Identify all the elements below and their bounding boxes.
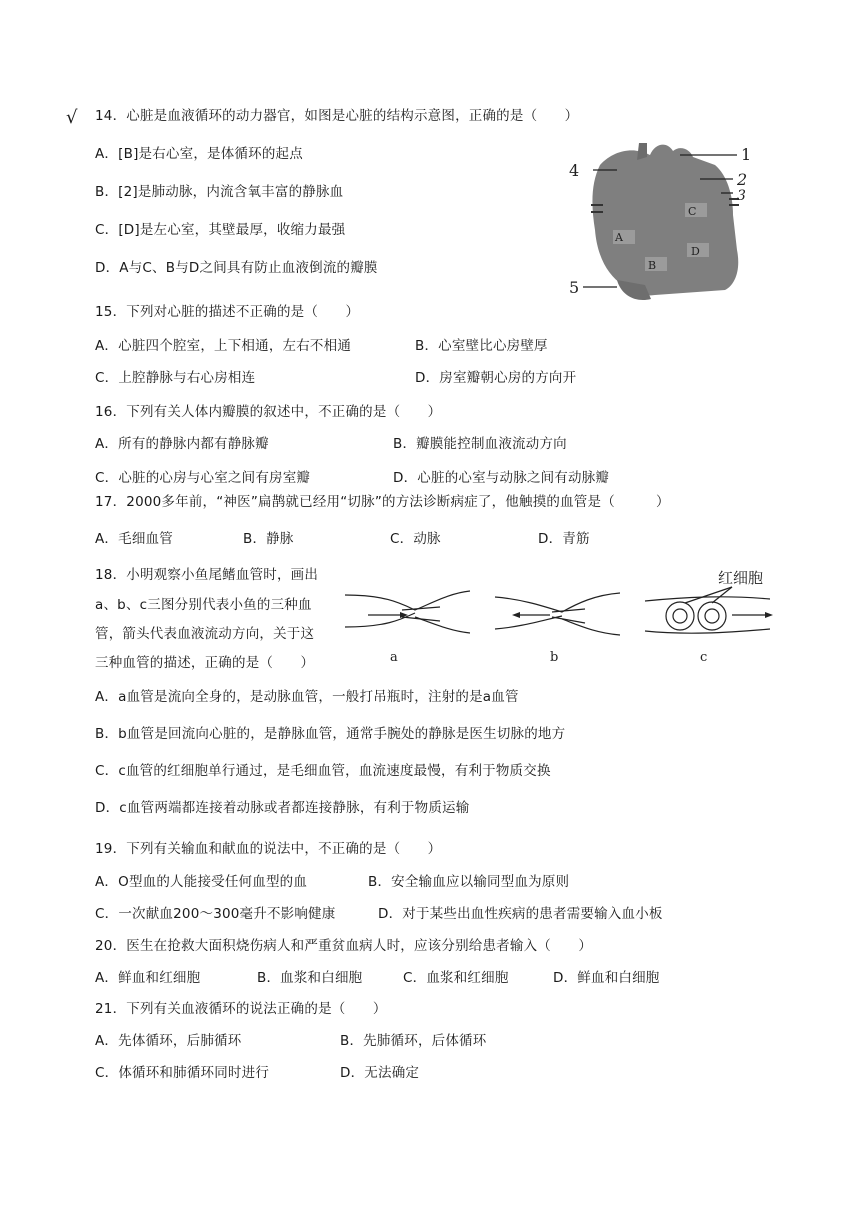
q15-option-b: B．心室壁比心房壁厚 xyxy=(415,338,548,354)
q17-option-a: A．毛细血管 xyxy=(95,531,173,547)
q14-option-d: D．A与C、B与D之间具有防止血液倒流的瓣膜 xyxy=(95,260,378,276)
q16-option-b: B．瓣膜能控制血液流动方向 xyxy=(393,436,567,452)
margin-check-mark: √ xyxy=(66,107,78,128)
q20-option-c: C．血浆和红细胞 xyxy=(403,970,509,986)
heart-aorta xyxy=(637,143,647,160)
q19-option-d: D．对于某些出血性疾病的患者需要输入血小板 xyxy=(378,906,663,922)
q18-stem-line-1: 18．小明观察小鱼尾鳍血管时，画出 xyxy=(95,567,319,583)
heart-number-4: 4 xyxy=(569,161,580,180)
heart-letter-d: D xyxy=(691,245,700,258)
vessel-label-b: b xyxy=(550,650,559,665)
vessel-diagrams xyxy=(340,565,790,670)
q19-option-c: C．一次献血200～300毫升不影响健康 xyxy=(95,906,336,922)
q18-option-d: D．c血管两端都连接着动脉或者都连接静脉，有利于物质运输 xyxy=(95,800,470,816)
q17-option-b: B．静脉 xyxy=(243,531,294,547)
vessel-label-c: c xyxy=(700,650,708,665)
q20-option-b: B．血浆和白细胞 xyxy=(257,970,363,986)
q19-option-a: A．O型血的人能接受任何血型的血 xyxy=(95,874,308,890)
q15-option-c: C．上腔静脉与右心房相连 xyxy=(95,370,256,386)
vessel-b-drawing xyxy=(495,593,620,635)
heart-number-2: 2 xyxy=(737,170,748,189)
vessel-label-a: a xyxy=(390,650,398,665)
red-blood-cell-label: 红细胞 xyxy=(718,569,764,587)
q19-option-b: B．安全输血应以输同型血为原则 xyxy=(368,874,570,890)
q21-option-b: B．先肺循环，后体循环 xyxy=(340,1033,487,1049)
q17-option-d: D．青筋 xyxy=(538,531,590,547)
q17-option-c: C．动脉 xyxy=(390,531,441,547)
vessel-a-drawing xyxy=(345,591,470,633)
q15-option-a: A．心脏四个腔室，上下相通，左右不相通 xyxy=(95,338,352,354)
vessel-c-drawing xyxy=(645,587,773,633)
heart-number-3: 3 xyxy=(737,188,746,204)
q18-option-a: A．a血管是流向全身的，是动脉血管，一般打吊瓶时，注射的是a血管 xyxy=(95,689,519,705)
q21-stem: 21．下列有关血液循环的说法正确的是（ ） xyxy=(95,1001,387,1017)
q15-option-d: D．房室瓣朝心房的方向开 xyxy=(415,370,577,386)
q21-option-a: A．先体循环，后肺循环 xyxy=(95,1033,242,1049)
q18-stem-line-4: 三种血管的描述，正确的是（ ） xyxy=(95,655,315,671)
heart-shape xyxy=(592,145,738,296)
q14-option-a: A．[B]是右心室，是体循环的起点 xyxy=(95,146,303,162)
heart-number-1: 1 xyxy=(741,145,752,164)
q18-option-c: C．c血管的红细胞单行通过，是毛细血管，血流速度最慢，有利于物质交换 xyxy=(95,763,551,779)
q15-stem: 15．下列对心脏的描述不正确的是（ ） xyxy=(95,304,360,320)
q20-stem: 20．医生在抢救大面积烧伤病人和严重贫血病人时，应该分别给患者输入（ ） xyxy=(95,938,593,954)
q18-option-b: B．b血管是回流向心脏的，是静脉血管，通常手腕处的静脉是医生切脉的地方 xyxy=(95,726,566,742)
heart-letter-c: C xyxy=(688,205,697,218)
q16-option-a: A．所有的静脉内都有静脉瓣 xyxy=(95,436,269,452)
q14-option-b: B．[2]是肺动脉，内流含氧丰富的静脉血 xyxy=(95,184,344,200)
q16-option-d: D．心脏的心室与动脉之间有动脉瓣 xyxy=(393,470,610,486)
q14-stem: 14．心脏是血液循环的动力器官，如图是心脏的结构示意图，正确的是（ ） xyxy=(95,108,579,124)
q18-stem-line-3: 管，箭头代表血液流动方向，关于这 xyxy=(95,626,315,642)
heart-letter-a: A xyxy=(615,231,623,244)
heart-letter-b: B xyxy=(648,259,657,272)
q16-stem: 16．下列有关人体内瓣膜的叙述中，不正确的是（ ） xyxy=(95,404,442,420)
heart-diagram xyxy=(555,135,785,310)
q20-option-a: A．鲜血和红细胞 xyxy=(95,970,201,986)
heart-number-5: 5 xyxy=(569,278,580,297)
q14-option-c: C．[D]是左心室，其壁最厚，收缩力最强 xyxy=(95,222,346,238)
q21-option-c: C．体循环和肺循环同时进行 xyxy=(95,1065,270,1081)
q19-stem: 19．下列有关输血和献血的说法中，不正确的是（ ） xyxy=(95,841,442,857)
q21-option-d: D．无法确定 xyxy=(340,1065,420,1081)
q20-option-d: D．鲜血和白细胞 xyxy=(553,970,660,986)
q17-stem: 17．2000多年前，“神医”扁鹊就已经用“切脉”的方法诊断病症了，他触摸的血管是（ ） xyxy=(95,494,670,510)
q16-option-c: C．心脏的心房与心室之间有房室瓣 xyxy=(95,470,311,486)
q18-stem-line-2: a、b、c三图分别代表小鱼的三种血 xyxy=(95,597,312,613)
